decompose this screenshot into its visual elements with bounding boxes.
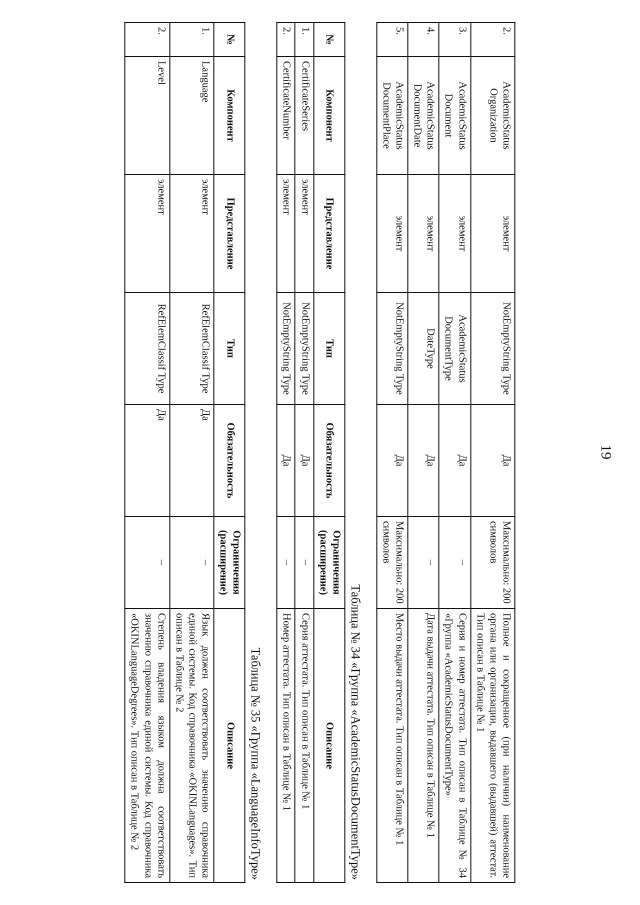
table-row bbox=[170, 23, 214, 883]
cell-type: NotEmptyString Type bbox=[470, 293, 514, 405]
table-header-row bbox=[214, 23, 245, 883]
header-representation: Представление bbox=[214, 175, 245, 293]
table-35-caption: Таблица № 35 «Группа «LanguageInfoType» bbox=[248, 647, 263, 880]
cell-required: Да bbox=[277, 405, 295, 517]
cell-component: CertificateSeries bbox=[295, 57, 313, 175]
table-34-caption: Таблица № 34 «Группа «AcademicStatusDocumentType» bbox=[348, 584, 363, 880]
cell-type: RefElemClassif Type bbox=[170, 293, 214, 405]
cell-restrictions: – bbox=[295, 517, 313, 609]
cell-type: DateType bbox=[408, 293, 439, 405]
cell-representation: элемент bbox=[125, 175, 169, 293]
cell-required: Да bbox=[170, 405, 214, 517]
table-34-block bbox=[277, 22, 363, 882]
table-continuation bbox=[376, 22, 515, 883]
cell-restrictions: – bbox=[125, 517, 169, 609]
table-row bbox=[470, 23, 514, 883]
header-required: Обязательность bbox=[313, 405, 344, 517]
cell-representation: элемент bbox=[295, 175, 313, 293]
header-type: Тип bbox=[313, 293, 344, 405]
cell-description: Место выдачи аттестата. Тип описан в Таблице № 1 bbox=[377, 609, 408, 883]
cell-restrictions: – bbox=[439, 517, 470, 609]
table-row bbox=[277, 23, 295, 883]
cell-number: 2. bbox=[125, 23, 169, 57]
header-required: Обязательность bbox=[214, 405, 245, 517]
header-description: Описание bbox=[313, 609, 344, 883]
cell-component: AcademicStatus DocumentDate bbox=[408, 57, 439, 175]
header-component: Компонент bbox=[214, 57, 245, 175]
cell-number: 1. bbox=[295, 23, 313, 57]
header-type: Тип bbox=[214, 293, 245, 405]
cell-required: Да bbox=[295, 405, 313, 517]
cell-component: Level bbox=[125, 57, 169, 175]
cell-type: RefElemClassif Type bbox=[125, 293, 169, 405]
page-number: 19 bbox=[597, 444, 614, 460]
cell-number: 5. bbox=[377, 23, 408, 57]
cell-restrictions: – bbox=[277, 517, 295, 609]
header-number: № bbox=[313, 23, 344, 57]
table-34 bbox=[277, 22, 346, 883]
table-row bbox=[408, 23, 439, 883]
cell-description: Полное и сокращенное (при наличии) наименование органа или организации, выдавшего (выдавшей) аттестат. Тип описан в Таблице № 1 bbox=[470, 609, 514, 883]
cell-type: AcademicStatus DocumentType bbox=[439, 293, 470, 405]
cell-number: 2. bbox=[277, 23, 295, 57]
cell-component: AcademicStatus Document bbox=[439, 57, 470, 175]
cell-number: 4. bbox=[408, 23, 439, 57]
table-35-block bbox=[125, 22, 263, 882]
table-row bbox=[295, 23, 313, 883]
cell-component: AcademicStatus DocumentPlace bbox=[377, 57, 408, 175]
header-number: № bbox=[214, 23, 245, 57]
cell-representation: элемент bbox=[277, 175, 295, 293]
cell-component: AcademicStatus Organization bbox=[470, 57, 514, 175]
cell-restrictions: – bbox=[408, 517, 439, 609]
header-description: Описание bbox=[214, 609, 245, 883]
cell-representation: элемент bbox=[408, 175, 439, 293]
cell-type: NotEmptyString Type bbox=[295, 293, 313, 405]
cell-required: Да bbox=[408, 405, 439, 517]
cell-number: 2. bbox=[470, 23, 514, 57]
header-restrictions: Ограничения (расширение) bbox=[313, 517, 344, 609]
header-representation: Представление bbox=[313, 175, 344, 293]
cell-description: Дата выдачи аттестата. Тип описан в Таблице № 1 bbox=[408, 609, 439, 883]
cell-required: Да bbox=[377, 405, 408, 517]
cell-representation: элемент bbox=[170, 175, 214, 293]
table-row bbox=[439, 23, 470, 883]
rotated-content bbox=[125, 22, 516, 882]
cell-description: Серия и номер аттестата. Тип описан в Таблице № 34 «Группа «AcademicStatusDocumentType» bbox=[439, 609, 470, 883]
cell-type: NotEmptyString Type bbox=[277, 293, 295, 405]
cell-description: Номер аттестата. Тип описан в Таблице № 1 bbox=[277, 609, 295, 883]
cell-component: Language bbox=[170, 57, 214, 175]
table-row bbox=[377, 23, 408, 883]
cell-description: Язык должен соответствовать значению справочника единой системы. Код справочника «OKINLanguages». Тип описан в Таблице № 2 bbox=[170, 609, 214, 883]
table-row bbox=[125, 23, 169, 883]
cell-required: Да bbox=[470, 405, 514, 517]
cell-description: Серия аттестата. Тип описан в Таблице № 1 bbox=[295, 609, 313, 883]
header-component: Компонент bbox=[313, 57, 344, 175]
header-restrictions: Ограничения (расширение) bbox=[214, 517, 245, 609]
table-header-row bbox=[313, 23, 344, 883]
cell-representation: элемент bbox=[377, 175, 408, 293]
cell-restrictions: – bbox=[170, 517, 214, 609]
cell-description: Степень владения языком должна соответствовать значению справочника единой системы. Код справочника «OKINLanguageDegrees». Тип описан в Таблице № 2 bbox=[125, 609, 169, 883]
table-35 bbox=[125, 22, 246, 883]
cell-restrictions: Максимально: 200 символов bbox=[377, 517, 408, 609]
cell-restrictions: Максимально: 200 символов bbox=[470, 517, 514, 609]
cell-type: NotEmptyString Type bbox=[377, 293, 408, 405]
cell-number: 3. bbox=[439, 23, 470, 57]
cell-representation: элемент bbox=[439, 175, 470, 293]
cell-required: Да bbox=[125, 405, 169, 517]
cell-required: Да bbox=[439, 405, 470, 517]
cell-component: CertificateNumber bbox=[277, 57, 295, 175]
cell-number: 1. bbox=[170, 23, 214, 57]
cell-representation: элемент bbox=[470, 175, 514, 293]
